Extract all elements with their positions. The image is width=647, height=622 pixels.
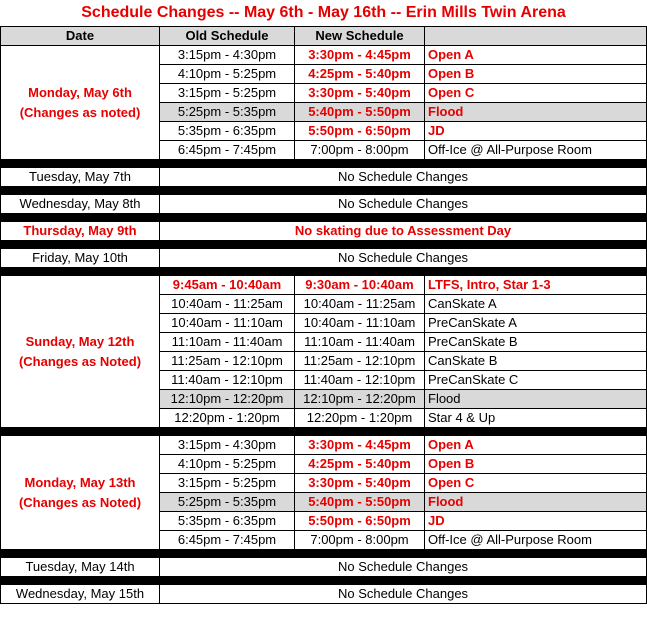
event-name: CanSkate B [425,352,647,371]
header-date: Date [1,27,160,46]
old-time: 5:35pm - 6:35pm [160,122,295,141]
day-row [1,558,647,577]
event-name: Open C [425,84,647,103]
event-name: Flood [425,493,647,512]
day-row [1,168,647,187]
day-row [1,585,647,604]
new-time: 10:40am - 11:10am [295,314,425,333]
day-row [1,222,647,241]
day-date: Wednesday, May 15th [1,585,160,604]
separator-bar [1,187,647,195]
old-time: 6:45pm - 7:45pm [160,141,295,160]
schedule-row [1,436,647,455]
separator-bar [1,428,647,436]
old-time: 5:25pm - 5:35pm [160,493,295,512]
old-time: 5:25pm - 5:35pm [160,103,295,122]
schedule-row [1,46,647,65]
new-time: 5:40pm - 5:50pm [295,103,425,122]
event-name: Flood [425,390,647,409]
event-name: Off-Ice @ All-Purpose Room [425,141,647,160]
separator-bar [1,241,647,249]
event-name: Open B [425,455,647,474]
day-note: No skating due to Assessment Day [160,222,647,241]
separator-row [1,214,647,222]
day-date: Tuesday, May 14th [1,558,160,577]
group-date-note: (Changes as Noted) [18,353,142,369]
day-row [1,249,647,268]
group-date-note: (Changes as noted) [19,104,141,120]
event-name: Off-Ice @ All-Purpose Room [425,531,647,550]
group-date-cell [1,46,160,160]
separator-bar [1,577,647,585]
new-time: 3:30pm - 4:45pm [295,436,425,455]
event-name: PreCanSkate A [425,314,647,333]
new-time: 3:30pm - 5:40pm [295,84,425,103]
day-date: Wednesday, May 8th [1,195,160,214]
old-time: 3:15pm - 4:30pm [160,436,295,455]
event-name: PreCanSkate B [425,333,647,352]
old-time: 9:45am - 10:40am [160,276,295,295]
new-time: 12:10pm - 12:20pm [295,390,425,409]
new-time: 10:40am - 11:25am [295,295,425,314]
separator-bar [1,268,647,276]
old-time: 12:20pm - 1:20pm [160,409,295,428]
new-time: 5:40pm - 5:50pm [295,493,425,512]
day-note: No Schedule Changes [160,558,647,577]
new-time: 7:00pm - 8:00pm [295,141,425,160]
separator-row [1,160,647,168]
old-time: 4:10pm - 5:25pm [160,455,295,474]
new-time: 12:20pm - 1:20pm [295,409,425,428]
old-time: 12:10pm - 12:20pm [160,390,295,409]
new-time: 11:40am - 12:10pm [295,371,425,390]
day-date: Tuesday, May 7th [1,168,160,187]
header-event [425,27,647,46]
event-name: LTFS, Intro, Star 1-3 [425,276,647,295]
old-time: 5:35pm - 6:35pm [160,512,295,531]
day-date: Thursday, May 9th [1,222,160,241]
separator-row [1,550,647,558]
new-time: 4:25pm - 5:40pm [295,65,425,84]
old-time: 3:15pm - 5:25pm [160,84,295,103]
event-name: Star 4 & Up [425,409,647,428]
header-new-schedule: New Schedule [295,27,425,46]
header-row [1,27,647,46]
header-old-schedule: Old Schedule [160,27,295,46]
new-time: 11:10am - 11:40am [295,333,425,352]
separator-bar [1,214,647,222]
new-time: 4:25pm - 5:40pm [295,455,425,474]
new-time: 3:30pm - 4:45pm [295,46,425,65]
event-name: Flood [425,103,647,122]
old-time: 4:10pm - 5:25pm [160,65,295,84]
group-date: Monday, May 13th [24,474,136,490]
day-row [1,195,647,214]
old-time: 6:45pm - 7:45pm [160,531,295,550]
group-date: Sunday, May 12th [25,333,135,349]
separator-bar [1,550,647,558]
separator-row [1,577,647,585]
day-note: No Schedule Changes [160,168,647,187]
event-name: PreCanSkate C [425,371,647,390]
event-name: Open A [425,46,647,65]
new-time: 7:00pm - 8:00pm [295,531,425,550]
old-time: 3:15pm - 5:25pm [160,474,295,493]
event-name: Open B [425,65,647,84]
event-name: Open C [425,474,647,493]
event-name: JD [425,122,647,141]
new-time: 11:25am - 12:10pm [295,352,425,371]
group-date-note: (Changes as Noted) [18,494,142,510]
separator-bar [1,160,647,168]
day-note: No Schedule Changes [160,195,647,214]
old-time: 10:40am - 11:25am [160,295,295,314]
event-name: Open A [425,436,647,455]
new-time: 3:30pm - 5:40pm [295,474,425,493]
event-name: JD [425,512,647,531]
new-time: 5:50pm - 6:50pm [295,122,425,141]
separator-row [1,428,647,436]
event-name: CanSkate A [425,295,647,314]
old-time: 3:15pm - 4:30pm [160,46,295,65]
day-date: Friday, May 10th [1,249,160,268]
old-time: 11:40am - 12:10pm [160,371,295,390]
group-date-cell [1,276,160,428]
separator-row [1,268,647,276]
separator-row [1,187,647,195]
new-time: 5:50pm - 6:50pm [295,512,425,531]
group-date-cell [1,436,160,550]
schedule-row [1,276,647,295]
separator-row [1,241,647,249]
new-time: 9:30am - 10:40am [295,276,425,295]
old-time: 11:25am - 12:10pm [160,352,295,371]
day-note: No Schedule Changes [160,249,647,268]
sheet-title: Schedule Changes -- May 6th - May 16th -- Erin Mills Twin Arena [81,4,566,21]
old-time: 11:10am - 11:40am [160,333,295,352]
day-note: No Schedule Changes [160,585,647,604]
group-date: Monday, May 6th [28,84,132,100]
old-time: 10:40am - 11:10am [160,314,295,333]
